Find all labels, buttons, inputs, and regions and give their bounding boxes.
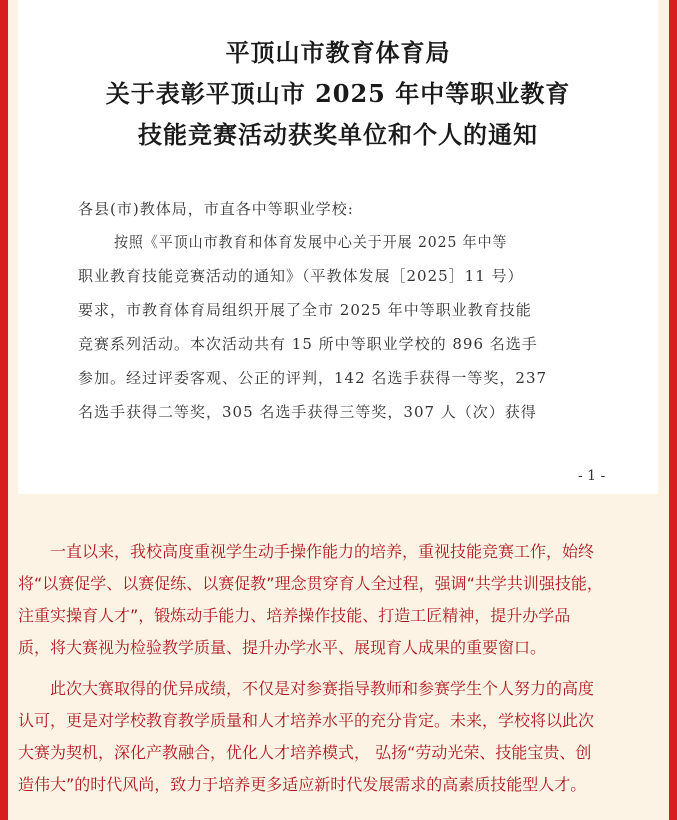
paragraph-line: 大赛为契机，深化产教融合，优化人才培养模式， 弘扬“劳动光荣、技能宝贵、创 — [18, 743, 592, 762]
left-red-border — [0, 0, 8, 820]
paragraph-line: 认可，更是对学校教育教学质量和人才培养水平的充分肯定。未来，学校将以此次 — [18, 711, 595, 730]
paragraph-line: 注重实操育人才”，锻炼动手能力、培养操作技能、打造工匠精神，提升办学品 — [18, 606, 571, 625]
document-image — [18, 0, 658, 494]
document-body-line: 参加。经过评委客观、公正的评判，142 名选手获得一等奖，237 — [78, 369, 548, 387]
right-red-border — [669, 0, 677, 820]
document-body-line: 职业教育技能竞赛活动的通知》（平教体发展［2025］11 号） — [78, 267, 524, 285]
document-salutation: 各县(市)教体局，市直各中等职业学校: — [78, 200, 354, 218]
document-title-line-2: 关于表彰平顶山市 2025 年中等职业教育 — [105, 79, 571, 108]
paragraph-line: 将“以赛促学、以赛促练、以赛促教”理念贯穿育人全过程，强调“共学共训强技能， — [18, 574, 603, 593]
document-body-line: 要求，市教育体育局组织开展了全市 2025 年中等职业教育技能 — [78, 301, 532, 319]
document-body-line: 按照《平顶山市教育和体育发展中心关于开展 2025 年中等 — [114, 233, 508, 251]
paragraph-line: 一直以来，我校高度重视学生动手操作能力的培养，重视技能竞赛工作，始终 — [18, 542, 595, 561]
paragraph-line: 此次大赛取得的优异成绩，不仅是对参赛指导教师和参赛学生个人努力的高度 — [18, 679, 595, 698]
document-title-line-3: 技能竞赛活动获奖单位和个人的通知 — [138, 120, 538, 149]
document-body-line: 竞赛系列活动。本次活动共有 15 所中等职业学校的 896 名选手 — [78, 335, 538, 353]
paragraph-line: 质，将大赛视为检验教学质量、提升办学水平、展现育人成果的重要窗口。 — [18, 638, 547, 657]
document-body-line: 名选手获得二等奖，305 名选手获得三等奖，307 人（次）获得 — [78, 403, 537, 421]
document-title-line-1: 平顶山市教育体育局 — [225, 38, 451, 67]
page-number: - 1 - — [578, 468, 606, 484]
paragraph-line: 造伟大”的时代风尚，致力于培养更多适应新时代发展需求的高素质技能型人才。 — [18, 775, 587, 794]
